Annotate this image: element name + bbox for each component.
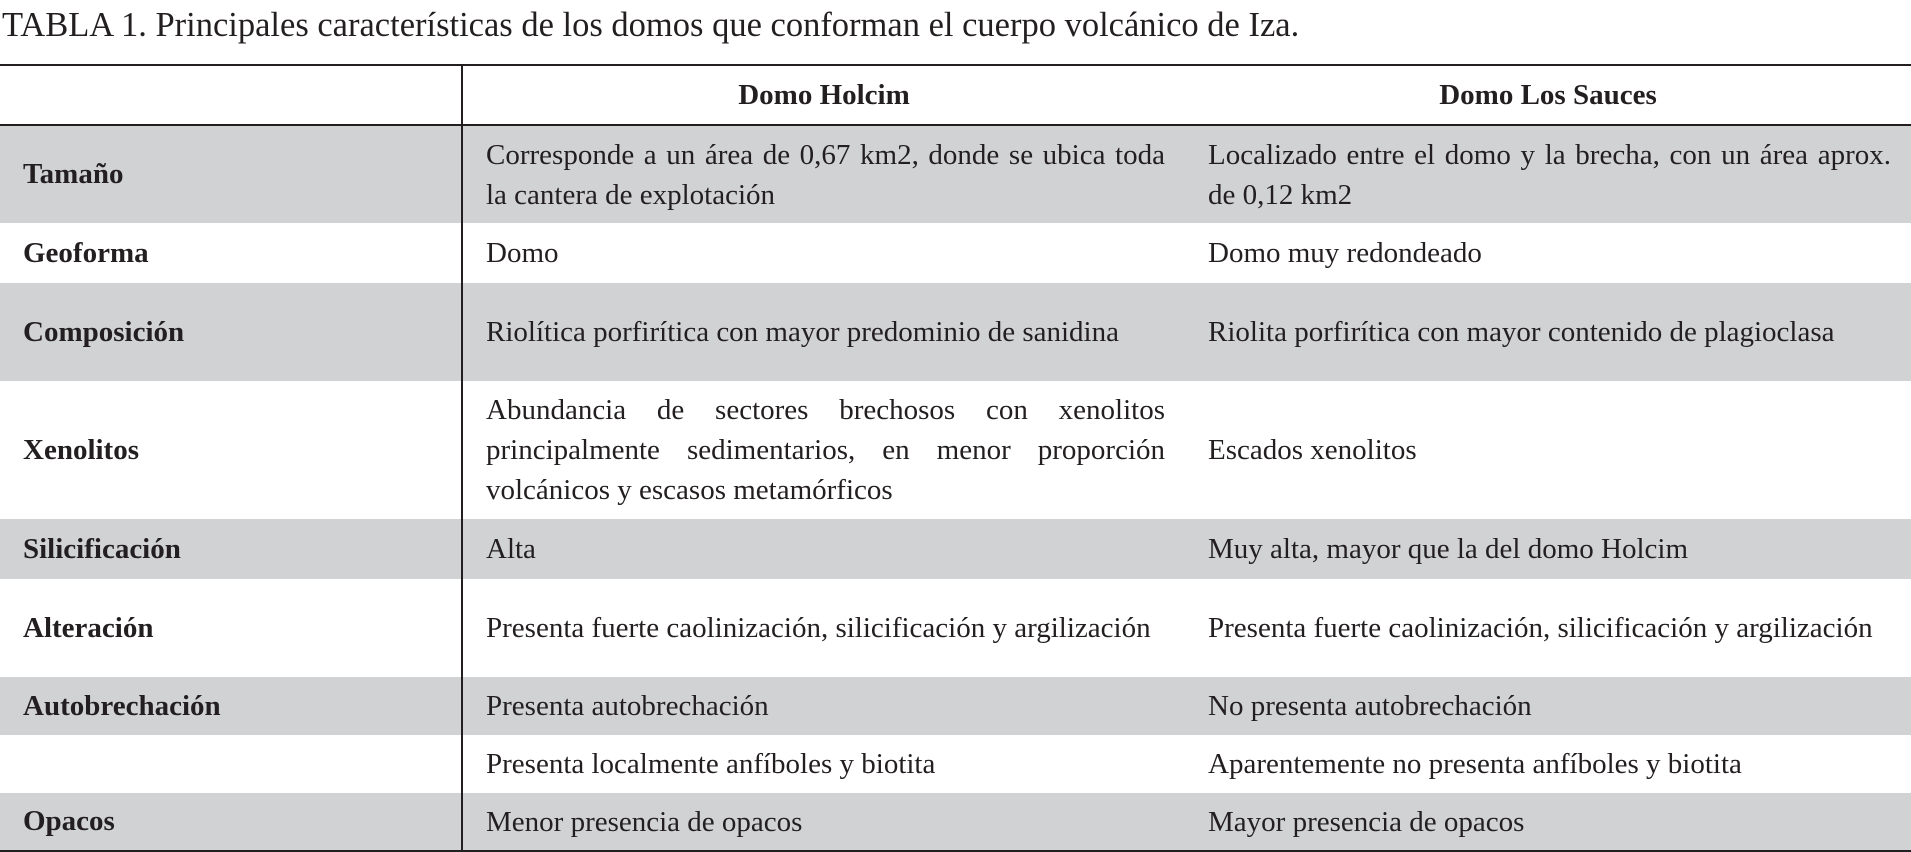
los-sauces-cell: Muy alta, mayor que la del domo Holcim [1185,519,1911,579]
holcim-cell: Presenta fuerte caolinización, silicificación y argilización [486,612,1151,644]
characteristics-table [0,64,1911,852]
row-label: Opacos [0,793,462,851]
header-domo-holcim: Domo Holcim [462,65,1185,125]
header-domo-los-sauces: Domo Los Sauces [1185,65,1911,125]
table-row-xenolitos [0,381,1911,519]
table-row-opacos [0,793,1911,851]
table-caption: TABLA 1. Principales características de los domos que conforman el cuerpo volcánico de Iza. [2,6,1300,44]
table-row-autobrechacion [0,677,1911,735]
holcim-cell: Menor presencia de opacos [462,793,1185,851]
row-label: Silicificación [0,519,462,579]
los-sauces-cell: Aparentemente no presenta anfíboles y biotita [1208,748,1742,780]
row-label: Composición [0,283,462,381]
holcim-cell: Abundancia de sectores brechosos con xenolitos principalmente sedimentarios, en menor proporción volcánicos y escasos metamórficos [486,394,1165,506]
table-row-silicificacion [0,519,1911,579]
table-row-minerales [0,735,1911,793]
row-label: Alteración [0,579,462,677]
holcim-cell: Alta [462,519,1185,579]
los-sauces-cell: Mayor presencia de opacos [1185,793,1911,851]
holcim-cell: Domo [486,237,559,269]
los-sauces-cell: Presenta fuerte caolinización, silicificación y argilización [1208,612,1873,644]
row-label: Xenolitos [0,381,462,519]
table-header-row [0,65,1911,125]
table-row-alteracion [0,579,1911,677]
los-sauces-cell: Riolita porfirítica con mayor contenido de plagioclasa [1185,283,1911,381]
los-sauces-cell: No presenta autobrechación [1185,677,1911,735]
table-row-geoforma [0,223,1911,283]
los-sauces-cell: Escados xenolitos [1208,434,1417,466]
row-label: Tamaño [0,125,462,223]
table-row-tamano [0,125,1911,223]
holcim-cell: Riolítica porfirítica con mayor predominio de sanidina [462,283,1185,381]
table-row-composicion [0,283,1911,381]
row-label: Geoforma [0,223,462,283]
header-empty-cell [0,65,462,125]
row-label: Autobrechación [0,677,462,735]
holcim-cell: Presenta localmente anfíboles y biotita [486,748,936,780]
holcim-cell: Presenta autobrechación [462,677,1185,735]
row-label [0,735,462,793]
holcim-cell: Corresponde a un área de 0,67 km2, donde se ubica toda la cantera de explotación [462,125,1185,223]
los-sauces-cell: Domo muy redondeado [1208,237,1482,269]
los-sauces-cell: Localizado entre el domo y la brecha, con un área aprox. de 0,12 km2 [1185,125,1911,223]
